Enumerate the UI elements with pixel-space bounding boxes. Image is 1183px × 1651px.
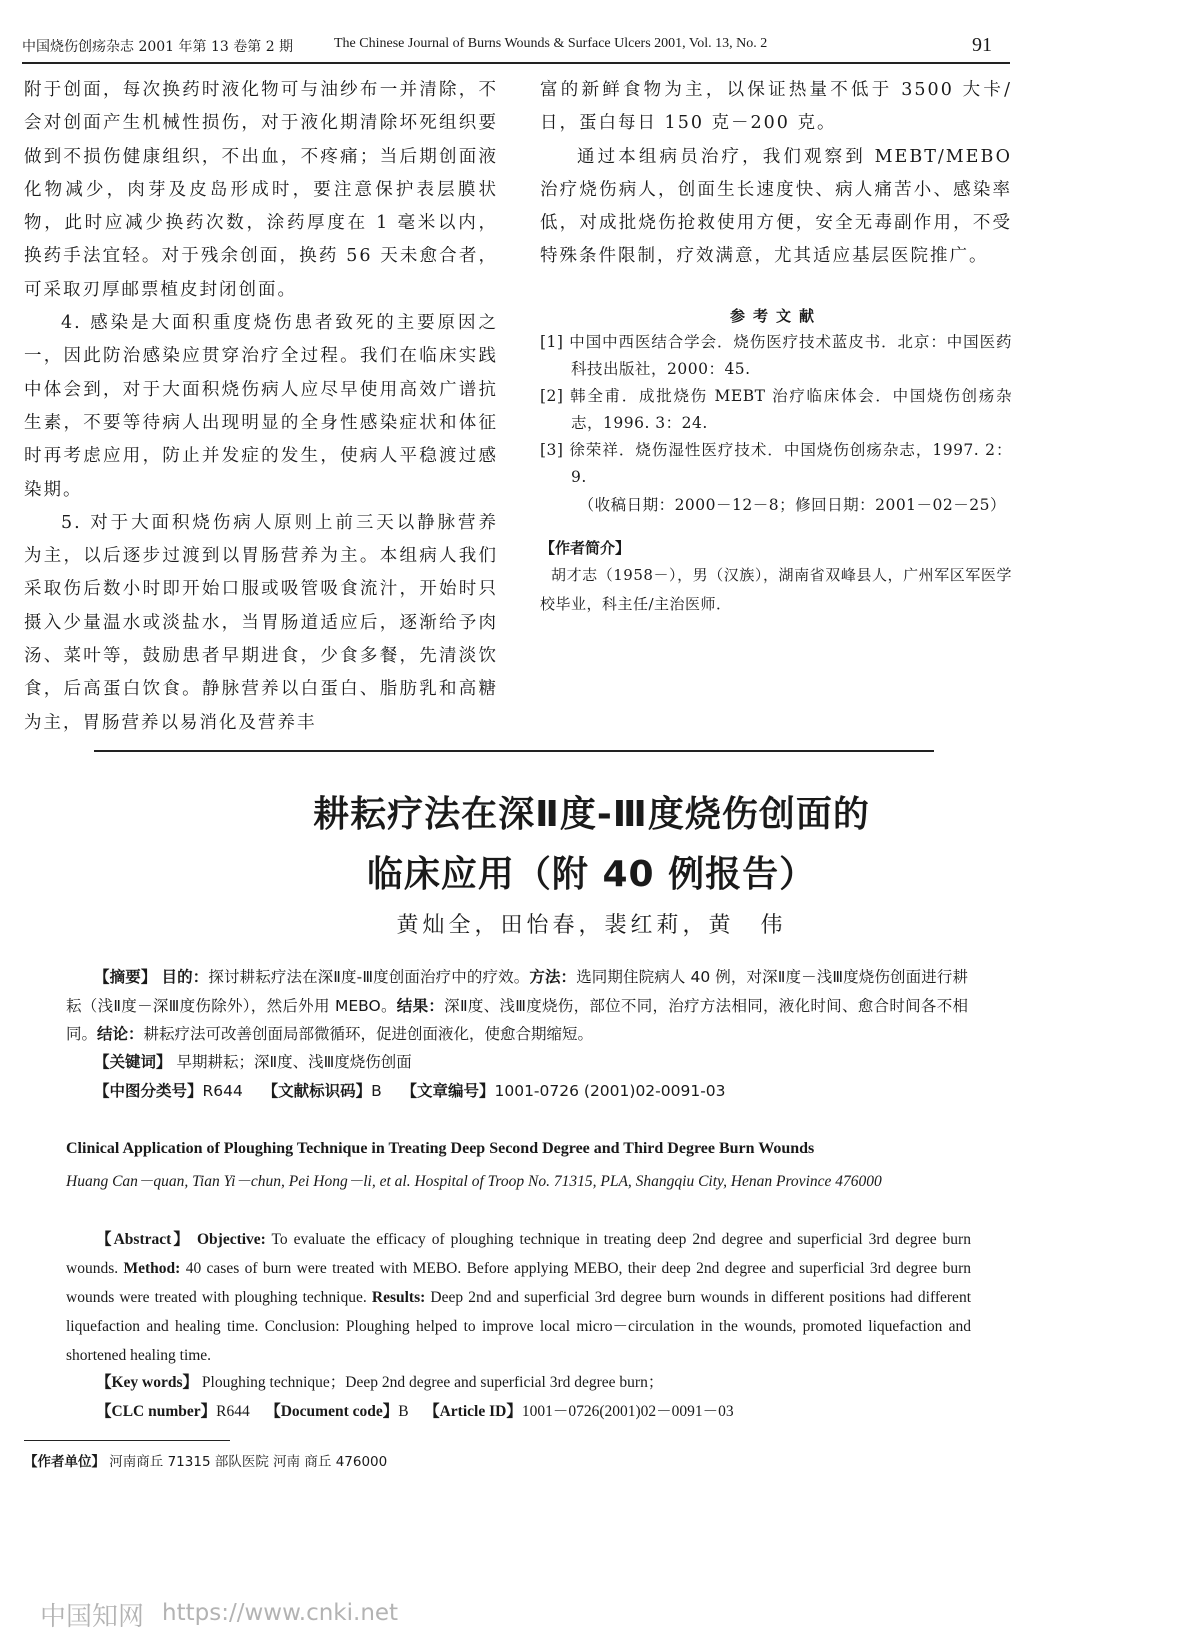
author-affiliation [24, 1450, 387, 1470]
objective-label: Objective: [196, 1231, 266, 1248]
method-label: Method: [123, 1260, 181, 1277]
left-column [24, 74, 498, 740]
cn-classification [66, 1077, 996, 1106]
clc-value: R644 [216, 1403, 250, 1420]
reference-item: [1] 中国中西医结合学会．烧伤医疗技术蓝皮书．北京：中国医药科技出版社，2000：45. [540, 332, 1012, 378]
paragraph: 5. 对于大面积烧伤病人原则上前三天以静脉营养为主，以后逐步过渡到以胃肠营养为主。本组病人我们采取伤后数小时即开始口服或吸管吸食流汁，开始时只摄入少量温水或淡盐水，当胃肠道适应后，逐渐给予肉汤、菜叶等，鼓励患者早期进食，少食多餐，先清淡饮食，后高蛋白饮食。静脉营养以白蛋白、脂肪乳和高糖为主，胃肠营养以易消化及营养丰 [24, 512, 498, 733]
keywords-text: 早期耕耘；深Ⅱ度、浅Ⅲ度烧伤创面 [176, 1053, 412, 1071]
right-column [540, 74, 1012, 619]
reference-item: [2] 韩全甫．成批烧伤 MEBT 治疗临床体会．中国烧伤创疡杂志，1996. 3：24. [540, 386, 1012, 432]
keywords-label: 【关键词】 [94, 1053, 172, 1071]
article-authors: 黄灿全，田怡春，裴红莉，黄 伟 [396, 913, 787, 938]
clc-label: 【CLC number】 [96, 1403, 217, 1420]
objective-text: To evaluate the efficacy of ploughing technique in treating deep 2nd degree and superficial 3rd degree burn wounds. [66, 1231, 971, 1277]
conclusion-label: 结论： [97, 1025, 144, 1043]
english-title: Clinical Application of Ploughing Technique in Treating Deep Second Degree and Third Degree Burn Wounds [66, 1140, 815, 1157]
article-id-label: 【文章编号】 [401, 1082, 495, 1100]
abstract-label: 【Abstract】 [96, 1231, 191, 1248]
article-id-value: 1001－0726(2001)02－0091－03 [521, 1403, 734, 1420]
results-label: Results: [371, 1289, 426, 1306]
english-keywords [96, 1370, 663, 1392]
method-text: 选同期住院病人 40 例，对深Ⅱ度－浅Ⅲ度烧伤创面进行耕耘（浅Ⅱ度－深Ⅲ度伤除外），然后外用 MEBO。 [66, 968, 968, 1015]
doc-code-value: B [398, 1403, 409, 1420]
english-authors: Huang Can－quan, Tian Yi－chun, Pei Hong－li, et al. Hospital of Troop No. 71315, PLA, Shangqiu City, Henan Province 476000 [66, 1173, 882, 1190]
method-label: 方法： [529, 968, 577, 986]
article-divider [94, 750, 934, 752]
doc-code-label: 【文献标识码】 [262, 1082, 372, 1100]
received-date: （收稿日期：2000－12－8；修回日期：2001－02－25） [578, 495, 1006, 514]
abstract-label: 【摘要】 [94, 968, 157, 986]
cnki-logo: 中国知网 [40, 1602, 145, 1632]
cn-keywords [66, 1048, 996, 1077]
header-rule [22, 62, 1010, 64]
doc-code-label: 【Document code】 [265, 1403, 399, 1420]
article-id-value: 1001-0726 (2001)02-0091-03 [494, 1082, 726, 1100]
paragraph: 通过本组病员治疗，我们观察到 MEBT/MEBO 治疗烧伤病人，创面生长速度快、病人痛苦小、感染率低，对成批烧伤抢救使用方便，安全无毒副作用，不受特殊条件限制，疗效满意，尤其适应基层医院推广。 [540, 146, 1012, 267]
conclusion-text: Conclusion: Ploughing helped to improve local micro－circulation in the wounds, promoted liquefaction and shortened healing time. [66, 1318, 972, 1364]
english-abstract [66, 1225, 971, 1370]
results-text: 深Ⅱ度、浅Ⅲ度烧伤，部位不同，治疗方法相同，液化时间、愈合时间各不相同。 [66, 996, 968, 1043]
clc-value: R644 [202, 1082, 243, 1100]
method-text: 40 cases of burn were treated with MEBO. Before applying MEBO, their deep 2nd degree and superficial 3rd degree burn wounds were treated with ploughing technique. [66, 1260, 972, 1306]
paragraph: 富的新鲜食物为主，以保证热量不低于 3500 大卡/日，蛋白每日 150 克－200 克。 [540, 80, 1012, 134]
keywords-label: 【Key words】 [96, 1374, 199, 1391]
reference-item: [3] 徐荣祥．烧伤湿性医疗技术．中国烧伤创疡杂志，1997. 2：9. [540, 440, 1012, 486]
paragraph: 附于创面，每次换药时液化物可与油纱布一并清除，不会对创面产生机械性损伤，对于液化期清除坏死组织要做到不损伤健康组织，不出血，不疼痛；当后期创面液化物减少，肉芽及皮岛形成时，要注意保护表层膜状物，此时应减少换药次数，涂药厚度在 1 毫米以内，换药手法宜轻。对于残余创面，换药 56 天未愈合者，可采取刃厚邮票植皮封闭创面。 [24, 80, 498, 300]
author-intro: 胡才志（1958－），男（汉族），湖南省双峰县人，广州军区军医学校毕业，科主任/主治医师． [540, 565, 1012, 613]
english-classification [96, 1399, 734, 1421]
author-intro-heading: 【作者简介】 [540, 538, 631, 557]
affiliation-text: 河南商丘 71315 部队医院 河南 商丘 476000 [109, 1454, 388, 1470]
article-title-line2: 临床应用（附 40 例报告） [366, 854, 817, 895]
keywords-text: Ploughing technique；Deep 2nd degree and superficial 3rd degree burn； [201, 1374, 664, 1391]
affiliation-label: 【作者单位】 [24, 1454, 105, 1470]
page-number: 91 [972, 34, 992, 56]
article-id-label: 【Article ID】 [424, 1403, 522, 1420]
paragraph: 4. 感染是大面积重度烧伤患者致死的主要原因之一，因此防治感染应贯穿治疗全过程。我们在临床实践中体会到，对于大面积烧伤病人应尽早使用高效广谱抗生素，不要等待病人出现明显的全身性感染症状和体征时再考虑应用，防止并发症的发生，使病人平稳渡过感染期。 [24, 313, 498, 500]
cn-abstract [66, 963, 968, 1049]
journal-header-cn: 中国烧伤创疡杂志 2001 年第 13 卷第 2 期 [22, 39, 294, 55]
cnki-url: https://www.cnki.net [162, 1600, 399, 1626]
clc-label: 【中图分类号】 [94, 1082, 203, 1100]
objective-text: 探讨耕耘疗法在深Ⅱ度-Ⅲ度创面治疗中的疗效。 [208, 968, 530, 986]
article-title-line1: 耕耘疗法在深Ⅱ度-Ⅲ度烧伤创面的 [313, 794, 870, 835]
objective-label: 目的： [161, 968, 209, 986]
results-text: Deep 2nd and superficial 3rd degree burn wounds in different positions had different liquefaction and healing time. [66, 1289, 971, 1335]
references-title: 参考文献 [729, 306, 822, 325]
journal-header-en: The Chinese Journal of Burns Wounds & Surface Ulcers 2001, Vol. 13, No. 2 [334, 36, 768, 51]
conclusion-text: 耕耘疗法可改善创面局部微循环，促进创面液化，使愈合期缩短。 [143, 1025, 594, 1043]
footnote-rule [24, 1440, 230, 1441]
results-label: 结果： [396, 996, 445, 1015]
doc-code-value: B [371, 1082, 382, 1100]
